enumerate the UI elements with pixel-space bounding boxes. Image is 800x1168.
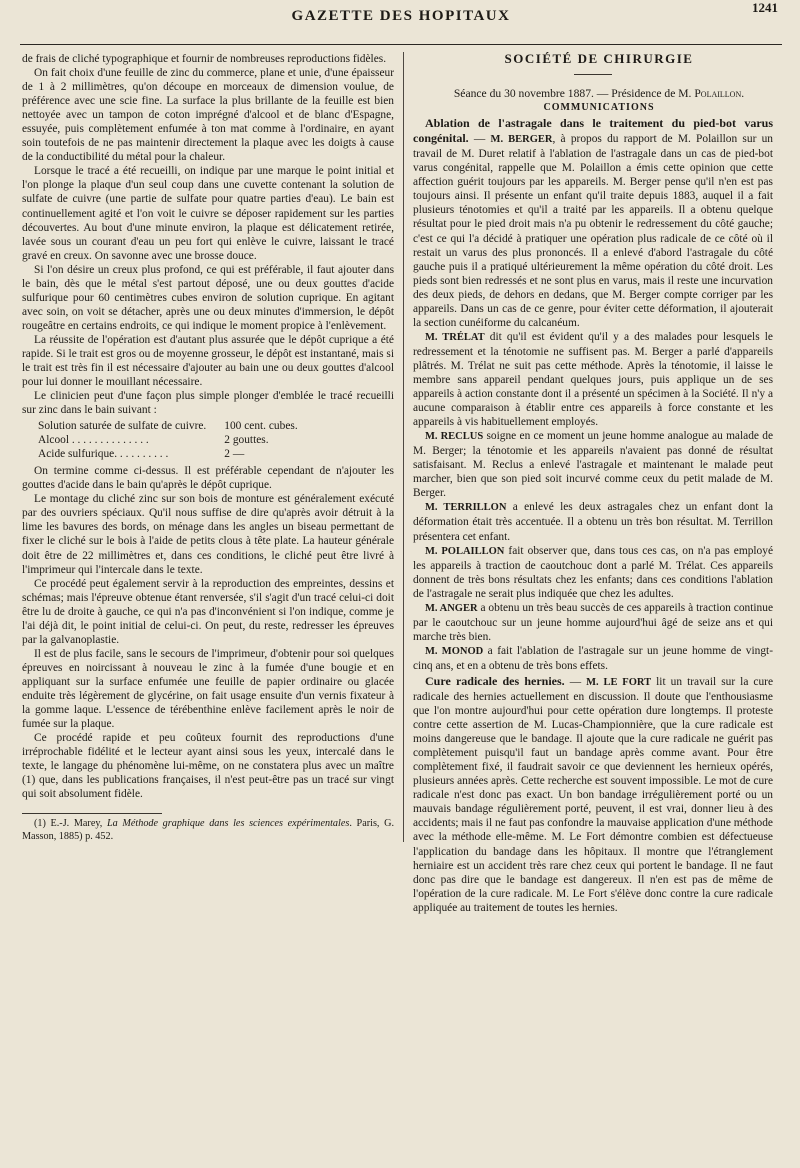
recipe-row xyxy=(38,433,302,447)
ingredient-name: Alcool . . . . . . . . . . . . . . xyxy=(38,434,149,447)
ingredient-amount: 2 — xyxy=(224,448,245,461)
session-end: . xyxy=(741,87,745,101)
section-rule xyxy=(574,74,612,75)
column-divider xyxy=(403,52,404,842)
footnote-book-title: La Méthode graphique dans les sciences expérimentales xyxy=(106,818,350,830)
paragraph: de frais de cliché typographique et fournir de nombreuses reproductions fidèles. xyxy=(22,53,387,65)
speech-paragraph xyxy=(413,644,773,673)
speech-paragraph xyxy=(413,544,773,601)
session-date: Séance du 30 novembre 1887. — Présidence de M. xyxy=(453,87,695,101)
paragraph: On fait choix d'une feuille de zinc du commerce, plane et unie, d'une épaisseur de 1 à 2 millimètres, qu'on découpe en morceaux de dimension voulue, de préférence avec une scie fine. La surface la plus brillante de la feuille est bien nettoyée avec un tampon de coton imprégné d'alcool et de blanc d'Espagne, essuyée, puis complètement enfumée à ton mat comme à l'ordinaire, en ayant soin toutefois de ne pas maintenir directement la plaque avec les doigts à cause de la conductibilité du métal pour la chaleur. xyxy=(22,67,394,164)
article-heading: Ablation de l'astragale dans le traitement du pied-bot varus congénital. xyxy=(413,116,773,146)
speech-text: a enlevé les deux astragales chez un enfant dont la déformation était très accentuée. Il a obtenu un très bon résultat. M. Terrillon présentera cet enfant. xyxy=(413,501,773,543)
paragraph: Ce procédé peut également servir à la reproduction des empreintes, dessins et schémas; mais l'épreuve obtenue étant renversée, s'il s'agit d'un tracé celui-ci doit être lu de droite à gauche, ce qui n'a pas d'inconvénient si l'on indique, comme je l'ai déjà dit, le point initial de celui-ci. On peut, du reste, redresser les épreuves par la galvanoplastie. xyxy=(22,577,394,646)
speaker-name: M. RECLUS xyxy=(425,431,484,443)
right-column xyxy=(413,52,773,1152)
footnote-publisher: . Paris, G. Masson, 1885) p. 452. xyxy=(22,818,394,842)
speech-paragraph xyxy=(413,429,773,500)
ingredient-amount: 100 cent. cubes. xyxy=(224,420,298,433)
speaker-name: M. TRÉLAT xyxy=(425,331,485,343)
left-column xyxy=(22,52,394,1152)
footnote-author: (1) E.-J. Marey, xyxy=(34,818,107,830)
speech-text: , à propos du rapport de M. Polaillon sur un travail de M. Duret relatif à l'ablation de l'astragale dans un cas de pied-bot varus congénital, rappelle que M. Polaillon a émis cette opinion que cette affection guérit toujours par les appareils. M. Berger pense qu'il n'en est pas toujours ainsi. Il présente un enfant qu'il traite depuis 1883, auquel il a fait plusieurs ténotomies et qu'il a traité par les appareils. Il a obtenu quelque résultat pour le pied droit mais n'a pu obtenir le redressement du côté gauche; c'est ce qui l'a décidé à pratiquer une opération plus radicale de ce côté où il restait un varus des plus prononcés. Il a enlevé d'abord l'astragale du côté gauche puis il a pratiqué ultérieurement la même opération du côté droit. Les pieds sont bien redressés et ne sont plus en varus, mais il reste une incurvation des deux pieds, de dehors en dedans, que M. Berger compte corriger par les appareils. Dans un cas de ce genre, pour éviter cette déformation, il ajouterait la section cunéiforme du calcanéum. xyxy=(413,133,773,329)
session-line xyxy=(413,87,773,101)
page-number: 1241 xyxy=(752,0,778,15)
paragraph: Si l'on désire un creux plus profond, ce qui est préférable, il faut ajouter dans le bain, dès que le métal s'est partout déposé, une ou deux gouttes d'acide sulfurique pour 60 centimètres cubes environ de solution cuprique. En agitant avec soin, on voit se détacher, après une ou deux minutes d'immersion, le dépôt rougeâtre en certains endroits, ce qui indique le moment propice à l'enlèvement. xyxy=(22,263,394,332)
article-heading: Cure radicale des hernies. xyxy=(425,673,565,688)
speaker-name: M. POLAILLON xyxy=(425,545,505,557)
communications-heading: COMMUNICATIONS xyxy=(543,102,655,114)
paragraph: Ce procédé rapide et peu coûteux fournit des reproductions d'une irréprochable fidélité et le lecteur ayant ainsi sous les yeux, intercalé dans le texte, le langage du phénomène lui-même, on ne constatera plus avec un maître (1) que, dans les publications françaises, il n'est peut-être pas un tracé sur vingt qui soit absolument fidèle. xyxy=(22,732,394,801)
recipe-row xyxy=(38,419,302,433)
speech-paragraph xyxy=(413,500,773,543)
speech-text: fait observer que, dans tous ces cas, on n'a pas employé les appareils à traction de caoutchouc dont a parlé M. Trélat. Ces appareils donnent de très bons résultats chez les enfants; dans ces conditions l'ablation de l'astragale ne serait plus indiquée que chez les adultes. xyxy=(413,544,773,600)
article-hernies: Cure radicale des hernies. — M. LE FORT lit un travail sur la cure radicale des hernies actuellement en discussion. Il doute que l'enthousiasme que l'on montre aujourd'hui pour cette opération dure longtemps. Il proteste contre cette assertion de M. Lucas-Championnière, que la cure radicale est moins dangereuse que le bandage. Il ajoute que la cure radicale ne guérit pas complètement puisqu'il faut un bandage après comme avant. Pour être complètement fixé, il faudrait savoir ce que deviennent les hernieux opérés, plusieurs années après. Cette recherche est souvent impossible. Le mot de cure radicale n'est donc pas exact. Un bon bandage irrégulièrement porté ou un mauvais bandage régulièrement porté, peuvent, il est vrai, donner lieu à des accidents; mais il ne faut pas confondre la mauvaise application d'une méthode avec la méthode elle-même. M. Le Fort démontre combien est défectueuse l'application du bandage dans les hôpitaux. Il montre que l'étranglement herniaire est un accident très rare chez ceux qui portent le bandage. Il ne faut donc pas dire que le bandage est dangereux. Il n'en est pas de même de l'opération de la cure radicale. M. Le Fort s'élève donc contre la cure radicale appliquée au traitement de toutes les hernies. xyxy=(413,673,773,914)
ingredient-name: Solution saturée de sulfate de cuivre. xyxy=(38,420,207,433)
speech-text: a fait l'ablation de l'astragale sur un jeune homme de vingt-cinq ans, et en a obtenu de très bons effets. xyxy=(413,644,773,672)
speaker-name: M. LE FORT xyxy=(586,676,652,688)
paragraph: La réussite de l'opération est d'autant plus assurée que le dépôt cuprique a été rapide. Si le trait est gros ou de moyenne grosseur, le dépôt est instantané, mais si le trait est très fin il est nécessaire d'ajouter au bain une ou deux gouttes d'alcool pour lui donner le mouillant nécessaire. xyxy=(22,333,394,389)
speaker-name: M. ANGER xyxy=(425,602,478,614)
speaker-name: M. BERGER xyxy=(490,134,553,146)
speech-text: a obtenu un très beau succès de ces appareils à traction continue par le caoutchouc sur un jeune homme aujourd'hui âgé de seize ans et qui marche très bien. xyxy=(413,601,773,643)
speech-text: dit qu'il est évident qu'il y a des malades pour lesquels le redressement et la ténotomie ne suffisent pas. M. Berger a parlé d'appareils plâtrés. M. Trélat ne suit pas cette méthode. Après la ténotomie, il laisse le membre sans appareil pendant quelques jours, puis applique un de ses appareils à action constante dont il a présenté un spécimen à la Société. Il n'y a aucune comparaison à établir entre ces appareils à force constante et les appareils à vis habituellement employés. xyxy=(413,330,773,429)
article-astragale: Ablation de l'astragale dans le traitement du pied-bot varus congénital. — M. BERGER, à propos du rapport de M. Polaillon sur un travail de M. Duret relatif à l'ablation de l'astragale dans un cas de pied-bot varus congénital, rappelle que M. Polaillon a émis cette opinion que cette affection guérit toujours par les appareils. M. Berger pense qu'il n'en est pas toujours ainsi. Il présente un enfant qu'il traite depuis 1883, auquel il a fait plusieurs ténotomies et qu'il a traité par les appareils. Il a obtenu quelque résultat pour le pied droit mais n'a pu obtenir le redressement du côté gauche; c'est ce qui l'a décidé à pratiquer une opération plus radicale de ce côté où il restait un varus des plus prononcés. Il a enlevé d'abord l'astragale du côté gauche puis il a pratiqué ultérieurement la même opération du côté droit. Les pieds sont bien redressés et ne sont plus en varus, mais il reste une incurvation des deux pieds, de dehors en dedans, que M. Berger compte corriger par les appareils. Dans un cas de ce genre, pour éviter cette déformation, il ajouterait la section cunéiforme du calcanéum. xyxy=(413,116,773,329)
paragraph: Lorsque le tracé a été recueilli, on indique par une marque le point initial et l'on plonge la plaque d'un seul coup dans une cuvette contenant la solution de sulfate de cuivre (une partie de sulfate pour quatre parties d'eau). Le bain est continuellement agité et l'on voit le cuivre se déposer rapidement sur les parties découvertes. Au bout d'une minute environ, la plaque est délicatement retirée, lavée sous un courant d'eau un peu fort qui enlève le cuivre, laissant le tracé gravé en creux. On savonne avec une brosse douce. xyxy=(22,165,394,262)
journal-title: GAZETTE DES HOPITAUX xyxy=(291,8,511,24)
speech-text: lit un travail sur la cure radicale des hernies actuellement en discussion. Il doute que l'enthousiasme que l'on montre aujourd'hui pour cette opération dure longtemps. Il proteste contre cette assertion de M. Lucas-Championnière, que la cure radicale est moins dangereuse que le bandage. Il ajoute que la cure radicale ne guérit pas complètement puisqu'il faut un bandage après comme avant. Pour être complètement fixé, il faudrait savoir ce que deviennent les hernieux opérés, plusieurs années après. Cette recherche est souvent impossible. Le mot de cure radicale n'est donc pas exact. Un bon bandage irrégulièrement porté ou un mauvais bandage régulièrement porté, peuvent, il est vrai, donner lieu à des accidents; mais il ne faut pas confondre la mauvaise application d'une méthode avec la méthode elle-même. M. Le Fort démontre combien est défectueuse l'application du bandage dans les hôpitaux. Il montre que l'étranglement herniaire est un accident très rare chez ceux qui portent le bandage. Il ne faut donc pas dire que le bandage est dangereux. Il n'en est pas de même de l'opération de la cure radicale. M. Le Fort s'élève donc contre la cure radicale appliquée au traitement de toutes les hernies. xyxy=(413,675,773,914)
speech-text: soigne en ce moment un jeune homme analogue au malade de M. Berger; la ténotomie et les appareils n'avaient pas donné de résultat satisfaisant. M. Reclus a enlevé l'astragale et maintenant le malade peut marcher, bien que son pied soit incurvé comme ceux du petit malade de M. Berger. xyxy=(413,430,773,500)
page-header xyxy=(20,0,782,45)
footnote xyxy=(22,818,394,843)
ingredient-name: Acide sulfurique. . . . . . . . . . xyxy=(38,448,169,461)
paragraph: Le clinicien peut d'une façon plus simple plonger d'emblée le tracé recueilli sur zinc dans le bain suivant : xyxy=(22,390,394,417)
paragraph: Il est de plus facile, sans le secours de l'imprimeur, d'obtenir pour soi quelques épreuves en noircissant à nouveau le zinc à la fumée d'une bougie et en appliquant sur la surface enfumée une feuille de papier ordinaire ou glacée enduite très légèrement de glycérine, on fait usage ensuite d'un vernis fixateur à la gomme laque. L'essence de térébenthine enlève facilement après le noir de fumée sur la plaque. xyxy=(22,647,394,731)
recipe-row xyxy=(38,447,302,461)
session-president: Polaillon xyxy=(694,87,742,101)
speech-paragraph xyxy=(413,601,773,644)
paragraph: Le montage du cliché zinc sur son bois de monture est généralement exécuté par des ouvriers spéciaux. Qu'il nous suffise de dire qu'après avoir détruit à la lime les bavures des bords, on ménage dans les angles un biseau permettant de fixer le cliché sur le bois à l'aide de petits clous à tête plate. La hauteur générale doit être de 22 millimètres et, dans ces conditions, le cliché peut être livré à l'imprimeur qui l'intercale dans le texte. xyxy=(22,493,394,576)
section-title: SOCIÉTÉ DE CHIRURGIE xyxy=(504,52,694,66)
speaker-name: M. MONOD xyxy=(425,645,484,657)
ingredient-amount: 2 gouttes. xyxy=(224,434,269,447)
paragraph: On termine comme ci-dessus. Il est préférable cependant de n'ajouter les gouttes d'acide dans le bain qu'après le dépôt cuprique. xyxy=(22,465,394,492)
speaker-name: M. TERRILLON xyxy=(425,502,507,514)
speech-paragraph xyxy=(413,330,773,429)
recipe-table xyxy=(38,419,302,461)
footnote-rule xyxy=(22,813,162,814)
